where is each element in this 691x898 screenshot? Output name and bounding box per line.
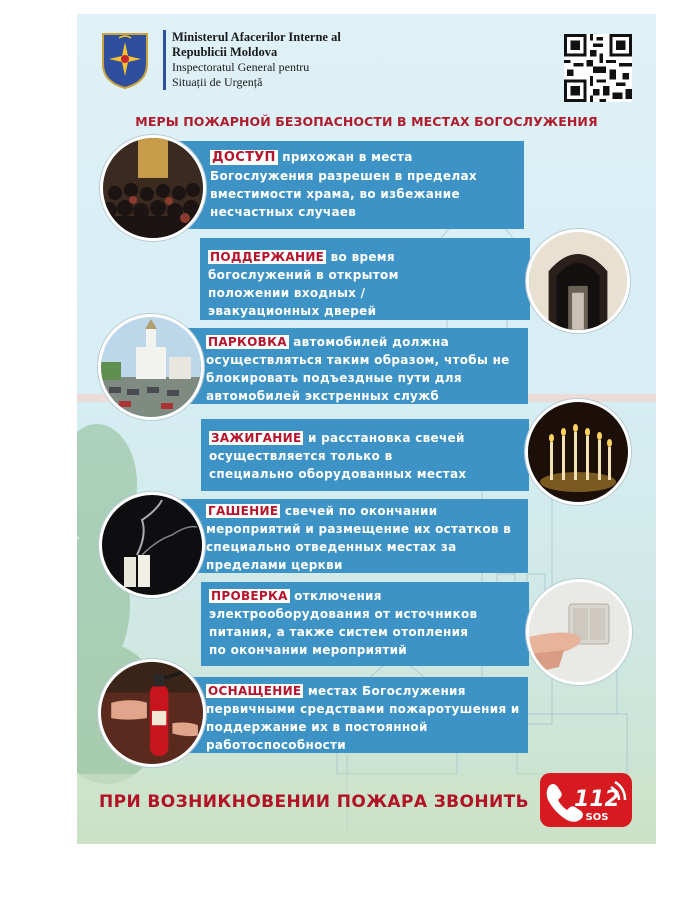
item-keyword: ПОДДЕРЖАНИЕ <box>210 250 325 264</box>
item-keyword: ДОСТУП <box>212 150 276 165</box>
emergency-number: 112 <box>574 787 620 812</box>
sos-label: SOS <box>585 812 609 823</box>
item-keyword: ПАРКОВКА <box>208 335 287 349</box>
ministry-name-line1: Ministerul Afacerilor Interne al <box>172 30 341 44</box>
ministry-header <box>163 30 472 90</box>
candles-photo <box>525 399 631 505</box>
item-panel-lighting <box>201 419 529 491</box>
item-panel-doors <box>200 238 530 320</box>
item-text: прихожан в места Богослужения разрешен в пределах вместимости храма, во избежание несчастных случаев <box>210 150 477 219</box>
church-parking-photo <box>98 314 204 420</box>
item-panel-extinguishing <box>172 499 528 573</box>
extinguished-candle-photo <box>99 492 205 598</box>
item-panel-inspection <box>201 582 529 666</box>
ministry-name-line2: Republicii Moldova <box>172 45 278 59</box>
church-doors-photo <box>526 229 630 333</box>
item-panel-parking <box>172 328 528 404</box>
item-keyword: ОСНАЩЕНИЕ <box>208 684 302 698</box>
item-panel-access <box>172 141 524 229</box>
crowd-photo <box>100 135 206 241</box>
poster-title: МЕРЫ ПОЖАРНОЙ БЕЗОПАСНОСТИ В МЕСТАХ БОГОСЛУЖЕНИЯ <box>135 114 598 129</box>
light-switch-photo <box>526 579 632 685</box>
item-text: отключения электрооборудования от источников питания, а также систем отопления по окончании мероприятий <box>209 589 478 657</box>
qr-code-icon[interactable] <box>564 34 632 102</box>
fire-call-instruction: ПРИ ВОЗНИКНОВЕНИИ ПОЖАРА ЗВОНИТЬ <box>99 792 529 812</box>
item-keyword: ЗАЖИГАНИЕ <box>211 431 302 445</box>
inspectorate-name-line2: Situații de Urgență <box>172 75 263 89</box>
item-panel-equipment <box>172 677 528 753</box>
item-text: местах Богослужения первичными средствами пожаротушения и поддержание их в постоянной работоспособности <box>206 684 520 752</box>
item-text: свечей по окончании мероприятий и размещение их остатков в специально отведенных местах за пределами церкви <box>206 504 512 572</box>
poster <box>77 14 656 844</box>
item-text: и расстановка свечей осуществляется только в специально оборудованных местах <box>209 431 467 481</box>
item-keyword: ГАШЕНИЕ <box>208 504 279 518</box>
item-text: автомобилей должна осуществляться таким образом, чтобы не блокировать подъездные пути для автомобилей экстренных служб <box>206 335 510 403</box>
item-keyword: ПРОВЕРКА <box>211 589 288 603</box>
inspectorate-name-line1: Inspectoratul General pentru <box>172 60 310 74</box>
item-text: во время богослужений в открытом положении входных / эвакуационных дверей <box>208 250 399 318</box>
emergency-112-badge[interactable] <box>539 772 633 828</box>
fire-extinguisher-photo <box>98 659 206 767</box>
ministry-emblem-icon <box>99 30 151 90</box>
